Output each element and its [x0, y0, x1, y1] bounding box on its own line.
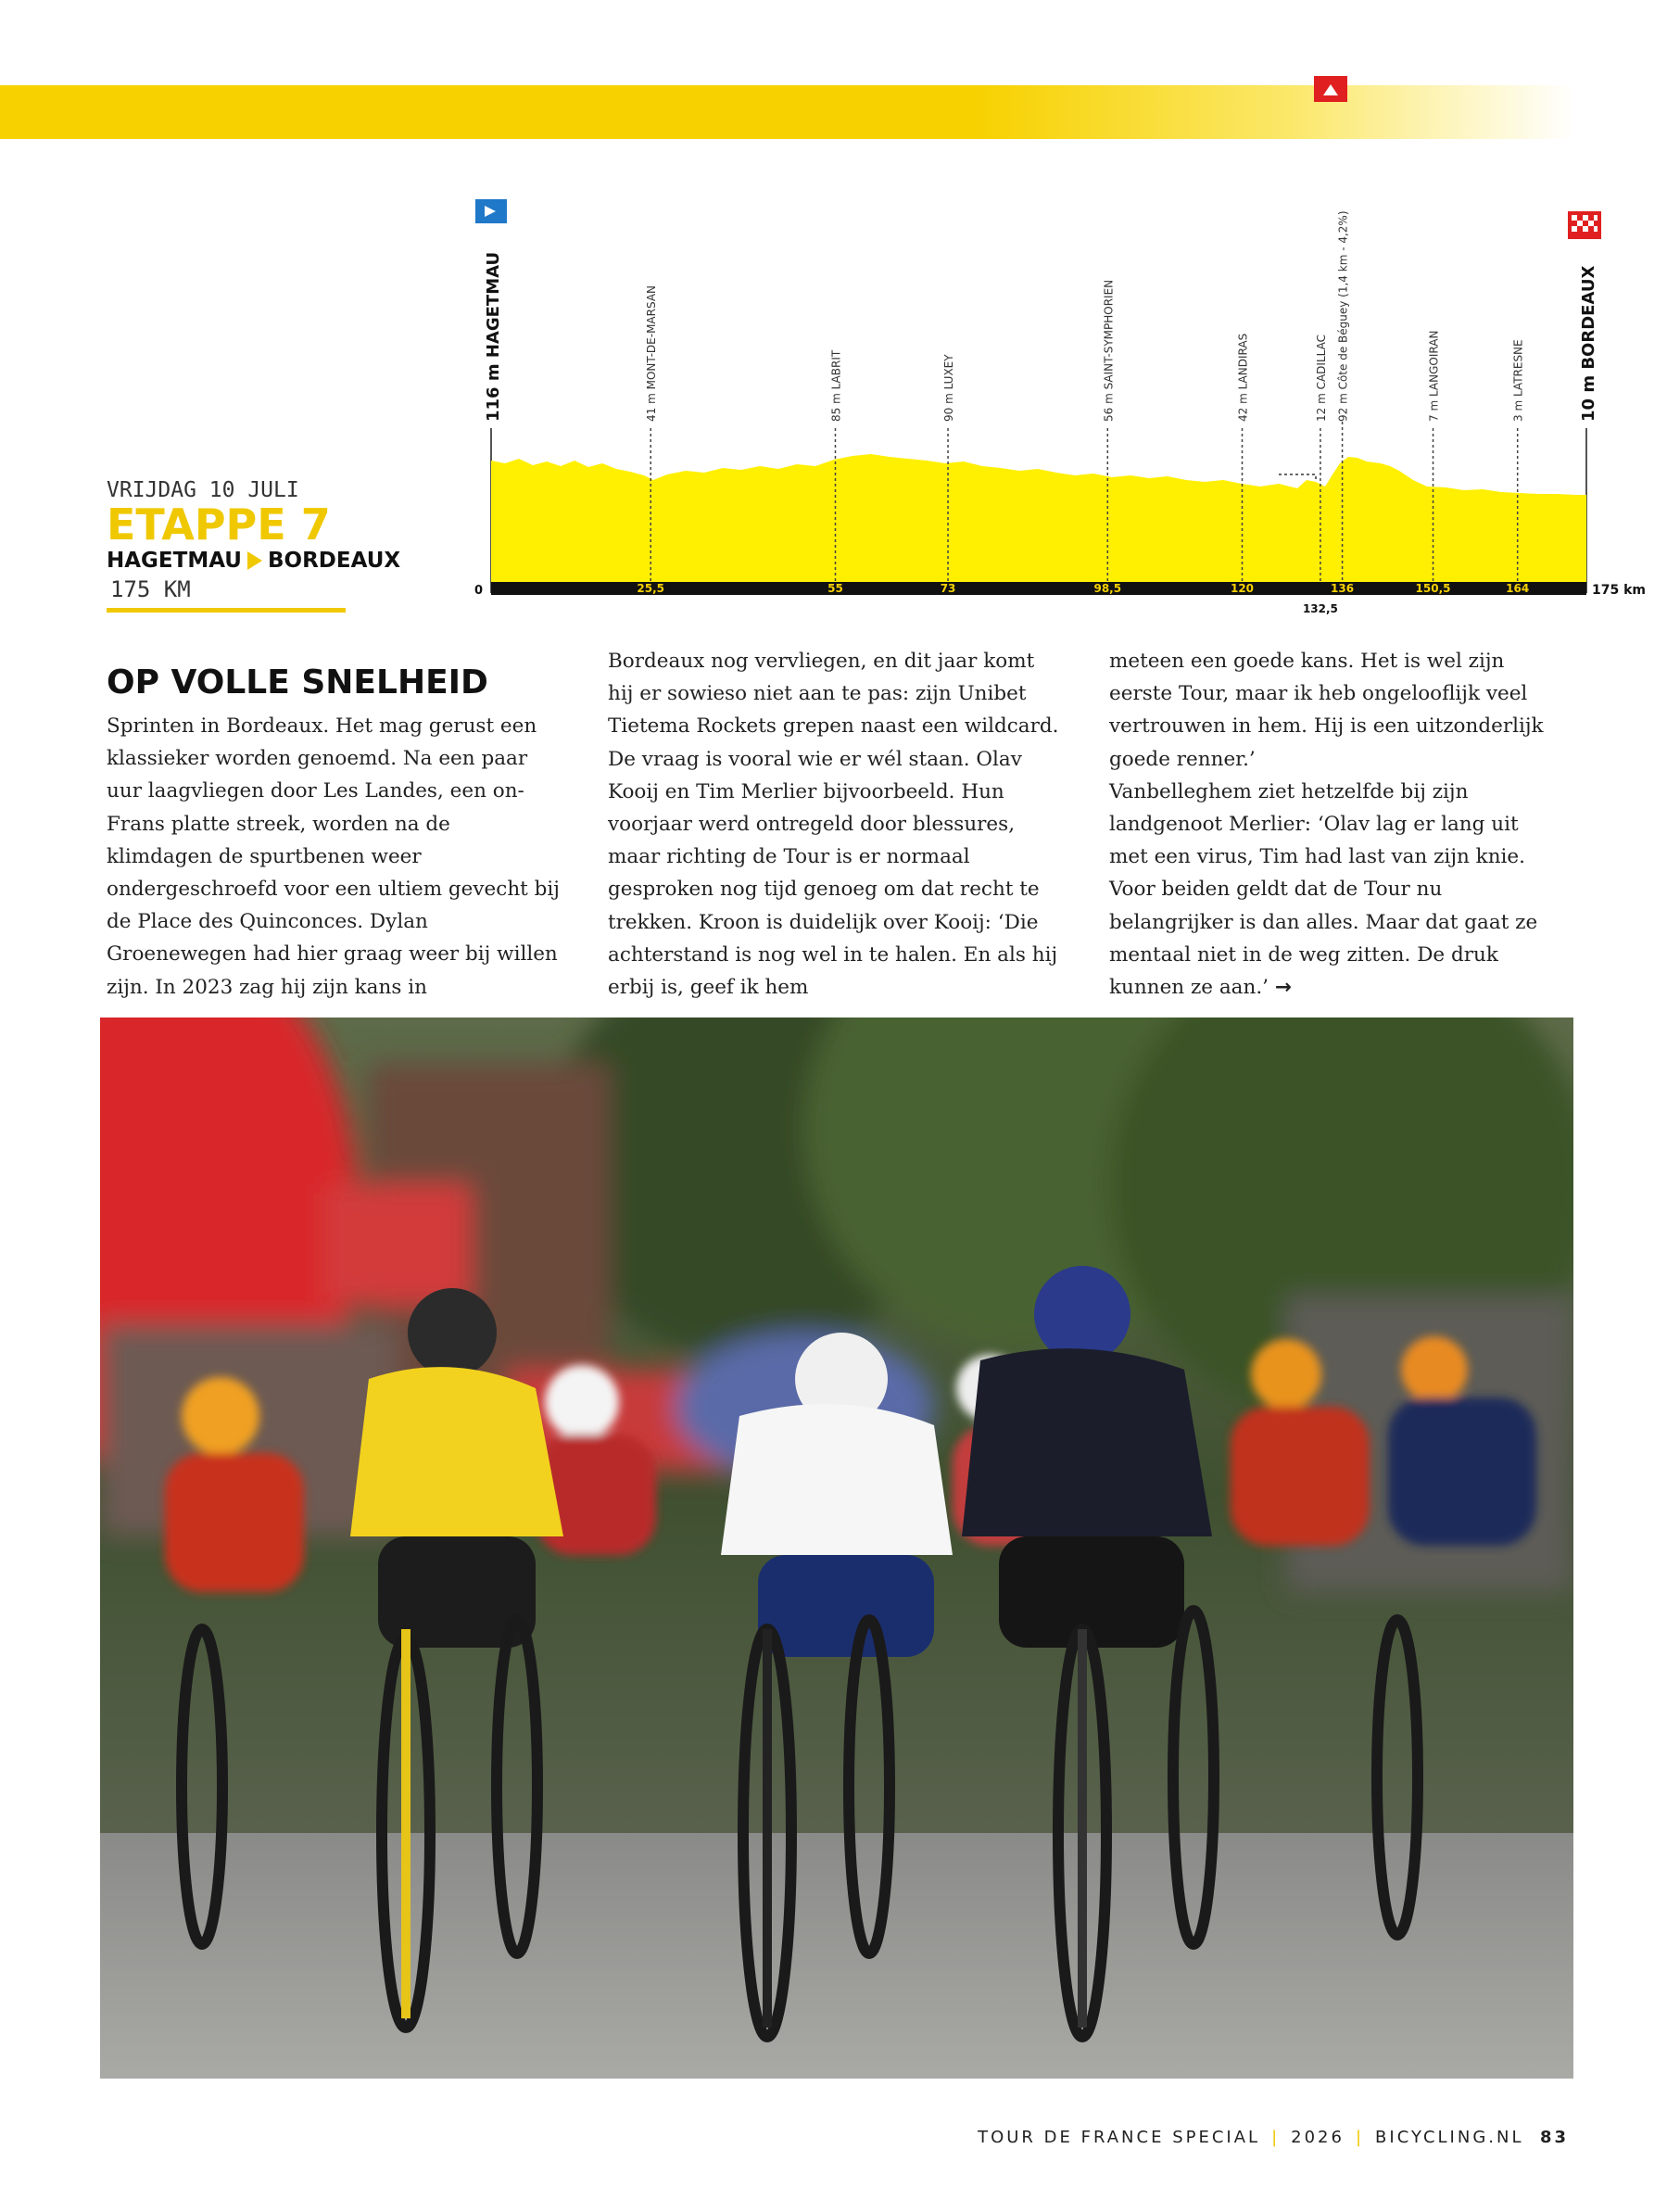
continue-arrow-icon: →	[1274, 976, 1292, 1000]
profile-km-label: 150,5	[1415, 582, 1451, 595]
profile-km-label: 25,5	[637, 582, 665, 595]
finish-flag-icon	[1568, 211, 1601, 239]
sprint-photo	[100, 1018, 1573, 2079]
article-title: OP VOLLE SNELHEID	[107, 664, 488, 702]
profile-marker-label: 90 m LUXEY	[942, 354, 956, 422]
profile-km-label: 98,5	[1093, 582, 1122, 595]
route-arrow-icon	[247, 551, 262, 570]
profile-km-label: 120	[1230, 582, 1255, 595]
profile-km-label: 73	[940, 582, 956, 595]
page-number: 83	[1539, 2128, 1569, 2147]
footer-site: BICYCLING.NL	[1375, 2128, 1524, 2147]
profile-marker-label: 85 m LABRIT	[829, 349, 843, 422]
footer-year: 2026	[1291, 2128, 1345, 2147]
paragraph	[1109, 776, 1563, 1004]
profile-marker-label: 42 m LANDIRAS	[1236, 333, 1250, 422]
article-column-2	[608, 645, 1062, 1004]
profile-km-label: 136	[1331, 582, 1355, 595]
axis-end: 175 km	[1592, 583, 1646, 598]
paragraph: Bordeaux nog vervliegen, en dit jaar komt hij er sowieso niet aan te pas: zijn Unibet Tietema Rockets grepen naast een wildcard. De vraag is vooral wie er wél staan. Olav Kooij en Tim Merlier bijvoorbeeld. Hun voorjaar werd ontregeld door blessures, maar richting de Tour is er normaal gesproken nog tijd genoeg om dat recht te trekken. Kroon is duidelijk over Kooij: ‘Die achterstand is nog wel in te halen. En als hij erbij is, geef ik hem	[608, 650, 1059, 1000]
profile-marker-label: 7 m LANGOIRAN	[1427, 330, 1441, 422]
profile-km-label: 132,5	[1302, 602, 1338, 615]
paragraph: Sprinten in Bordeaux. Het mag gerust een klassieker worden genoemd. Na een paar uur laagvliegen door Les Landes, een on-Frans platte streek, worden na de klimdagen de spurtbenen weer ondergeschroefd voor een ultiem gevecht bij de Place des Quinconces. Dylan Groenewegen had hier graag weer bij willen zijn. In 2023 zag hij zijn kans in	[107, 714, 560, 999]
footer-publication: TOUR DE FRANCE SPECIAL	[978, 2128, 1261, 2147]
profile-km-label: 55	[827, 582, 843, 595]
stage-to: BORDEAUX	[268, 549, 401, 573]
article-column-3	[1109, 645, 1563, 1004]
stage-info	[107, 478, 401, 613]
axis-start: 0	[474, 584, 484, 598]
stage-number: ETAPPE 7	[107, 499, 331, 550]
profile-marker-label: 3 m LATRESNE	[1511, 339, 1525, 422]
paragraph: meteen een goede kans. Het is wel zijn eerste Tour, maar ik heb ongelooflijk veel vertrouwen in hem. Hij is een uitzonderlijk goede renner.’	[1109, 650, 1544, 771]
profile-marker-label: 92 m Côte de Béguey (1,4 km - 4,2%)	[1336, 210, 1350, 422]
profile-marker-label: 56 m SAINT-SYMPHORIEN	[1102, 279, 1116, 422]
stage-from: HAGETMAU	[107, 549, 242, 573]
stage-route	[107, 549, 401, 573]
start-label: 116 m HAGETMAU	[484, 251, 503, 422]
climb-flag-icon	[1314, 76, 1347, 102]
profile-marker-label: 41 m MONT-DE-MARSAN	[645, 285, 659, 422]
profile-area	[491, 454, 1586, 584]
profile-km-label: 164	[1506, 582, 1530, 595]
finish-label: 10 m BORDEAUX	[1579, 265, 1598, 422]
stage-distance: 175 KM	[110, 576, 191, 602]
page-footer: TOUR DE FRANCE SPECIAL | 2026 | BICYCLING.NL 83	[978, 2128, 1569, 2147]
stage-underline	[107, 608, 346, 613]
article-column-1	[107, 710, 561, 1004]
profile-marker-label: 12 m CADILLAC	[1314, 335, 1328, 422]
stage-date: VRIJDAG 10 JULI	[107, 478, 299, 502]
paragraph-text: Vanbelleghem ziet hetzelfde bij zijn landgenoot Merlier: ‘Olav lag er lang uit met een virus, Tim had last van zijn knie. Voor beiden geldt dat de Tour nu belangrijker is dan alles. Maar dat gaat ze mentaal niet in de weg zitten. De druk kunnen ze aan.’	[1109, 779, 1538, 1000]
start-flag-icon	[475, 199, 507, 223]
